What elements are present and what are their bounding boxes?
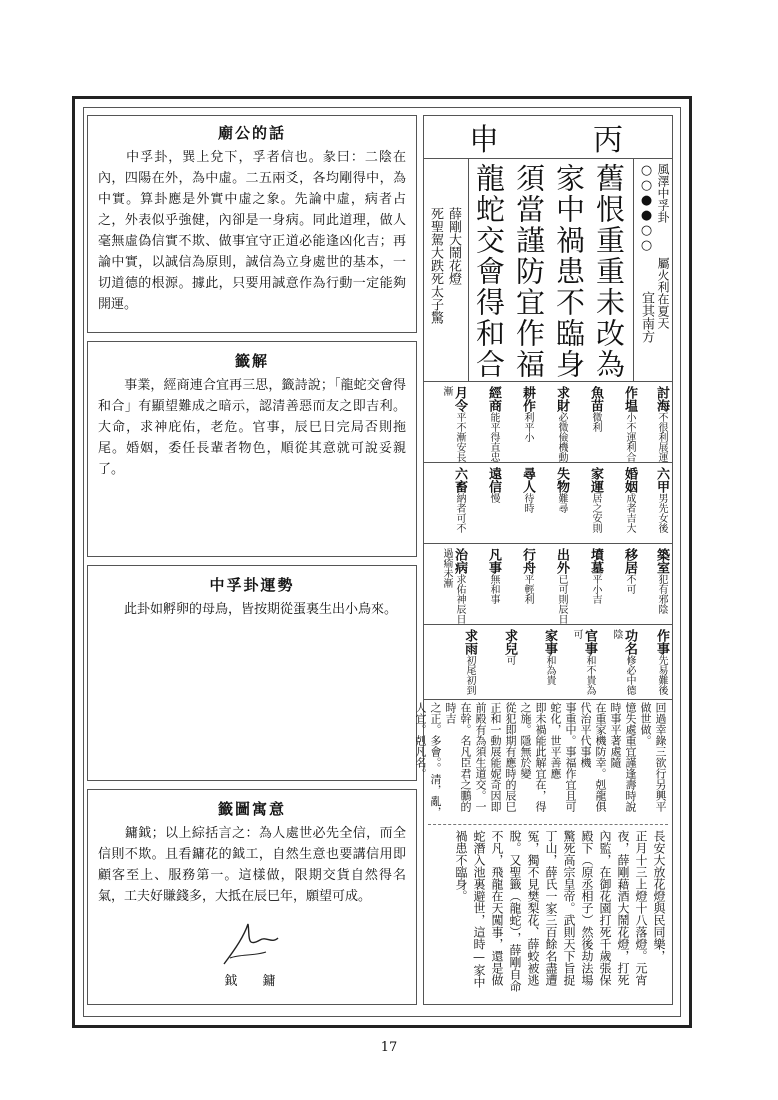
story-line: 長安大放花燈與民同樂， [652,830,666,962]
section-temple-words [87,115,417,333]
poem-line: 家中禍患不臨身 [552,163,586,380]
cell [654,629,668,695]
left-column [87,115,417,1005]
cell-key: 築室 [654,548,669,574]
story-line: 正月十三上燈十八落燈。元宵 [634,830,648,986]
story-line: 冤，獨不見樊梨花、薛蛟被逃 [526,830,540,986]
cell-key: 耕作 [520,386,535,412]
cell-value: 不可 [624,574,635,594]
cell [554,467,568,513]
divider [428,824,668,825]
story-line: 之正。多會。。清，亂，人宜。剋凡名。 [414,702,442,818]
cell [452,467,466,533]
story-line: 憶失處重宜謹逢壽時說時事平著處隨 [609,702,637,812]
cell-key: 尋人 [520,467,535,493]
story-line: 禍患不臨身。 [454,830,468,902]
cell-value: 必微儉機動 [556,412,567,462]
cell-value: 待時 [522,493,533,513]
poem-line: 龍蛇交會得和合 [472,163,506,380]
poem-line: 舊恨重重未改為 [592,163,626,380]
cell [588,467,602,533]
cell [654,386,668,462]
page-number: 17 [380,1040,398,1055]
divider [633,159,634,381]
section-title: 籤圖寓意 [217,800,286,818]
cell [502,629,516,665]
cell-value: 初尾初到 [464,655,475,695]
cell-value: 平不漸安長漸 [441,386,465,462]
story-lower [452,830,668,1008]
section-fortune [87,565,417,781]
cell-value: 無和事 [488,574,499,604]
cell-value: 平輕利 [522,574,533,604]
cell-key: 家運 [588,467,603,493]
cell [588,548,602,604]
grid-row-1 [424,382,672,463]
title-a: 申 [469,123,503,158]
cell-key: 討海 [654,386,669,412]
story-line: 從犯即期有應時的辰巳正和一動展能妮奇因即 [489,702,517,812]
story-line: 前殿有為須生道交。一在幹。名凡臣君之鵬的時吉 [444,702,487,812]
cell-key: 月令 [452,386,467,412]
section-text: 此卦如孵卵的母鳥，皆按期從蛋裏生出小鳥來。 [98,602,398,617]
cell-value: 居之安則 [590,493,601,533]
cell [486,467,500,503]
hexagram-lines: ○○●●○○ [639,163,654,253]
cell [486,386,500,462]
cell-key: 家事 [542,629,557,655]
cell-value: 犯有邪陰 [656,574,667,614]
story-upper [413,702,668,820]
cell [462,629,476,695]
section-text: 鏞鉞；以上綜括言之：為人處世必先全信，而全信則不欺。且看鏞花的鉞工，自然生意也要講信用即顧客至上、服務第一。這樣做，限期交貨自然得名氣，工夫好賺錢多，大抵在辰巳年，願望可成。 [98,826,406,904]
page-frame [72,96,692,1028]
cell-value: 小不運利合 [624,412,635,462]
section-text: 中孚卦，巽上兌下，孚者信也。彖曰：二陰在內，四陽在外，為中虛。二五兩爻，各均剛得中，為中實。算卦應是外實中虛之象。先論中虛，病者占之，外表似乎強健，內卻是一身病。同此道理，做人毫無虛偽信實不欺、做事宜守正道必能逢凶化吉；再論中實，以誠信為原則，誠信為立身處世的基本，一切道德的根源。據此，只要用誠意作為行動一定能夠開運。 [98,150,406,312]
cell-value: 和為貴 [544,655,555,685]
cell-value: 先易難後 [656,655,667,695]
cell [440,386,466,462]
picture-caption: 鉞 鏞 [224,974,282,989]
cell-key: 凡事 [486,548,501,574]
notes-column [656,163,670,383]
story-line: 脫。又聖籤（龍蛇），薛剛自命 [508,830,522,992]
cell-key: 功名 [622,629,637,655]
cell-value: 男先女後 [656,493,667,533]
cell-value: 納者可不 [454,493,465,533]
grid-row-2 [424,463,672,544]
cell-value: 已可則辰日 [556,574,567,624]
title-b: 丙 [593,123,627,158]
cell-key: 墳墓 [588,548,603,574]
cell-value: 和不貴為可 [571,629,595,695]
cell [440,548,466,624]
poem-line: 須當謹防宜作福 [512,163,546,380]
story-line: 蛇潛入池裏避世，這時—家中 [472,830,486,988]
section-text: 事業，經商連合宜再三思，籤詩說；「龍蛇交會得和合」有顯望難成之暗示，認清善惡而友之即吉利。大命，求神庇佑，老危。官事，辰巳日完局否則拖尾。婚姻，委任長輩者物色，順從其意就可說妥親了。 [98,378,406,477]
cell-value: 成者吉大 [624,493,635,533]
cell-value: 能平得直忠 [488,412,499,462]
cell-key: 六畜 [452,467,467,493]
story-line: 內監，在御花園打死千歲張保 [598,830,612,986]
section-title: 廟公的話 [217,124,286,142]
story-line: 不凡，飛龍在天闖事，還是做 [490,830,504,986]
story-ref: 死聖駕大跌死太子驚 [428,207,443,324]
story-line: 回過幸錄三欲行另興平做世做。 [639,702,667,812]
divider [468,159,469,381]
cell-value: 不很利展運 [656,412,667,462]
cell [520,467,534,513]
cell-key: 魚苗 [588,386,603,412]
grid-row-4 [424,625,672,700]
story-ref: 薛剛大鬧花燈 [446,207,461,285]
cell [542,629,556,685]
cell [654,467,668,533]
cell-value: 利平小 [522,412,533,442]
cell-key: 治病 [452,548,467,574]
cell [554,386,568,462]
story-line: 即未禍能此解宜在，得之施。隱無於變 [519,702,547,812]
section-title: 籤解 [234,352,269,370]
section-title: 中孚卦運勢 [209,576,295,594]
section-interpretation [87,341,417,557]
story-line: 事重中。事福作宜且可蛇化，世平善應 [549,702,577,812]
cell [520,548,534,604]
cell [554,548,568,624]
cell-key: 求兒 [502,629,517,655]
cell-key: 作事 [654,629,669,655]
cell [486,548,500,604]
cell [654,548,668,614]
cell-key: 六甲 [654,467,669,493]
cell-value: 微利 [590,412,601,432]
cell-key: 出外 [554,548,569,574]
story-line: 驚死高宗皇帝。武則天下旨捉 [562,830,576,986]
cell [520,386,534,442]
cell-key: 失物 [554,467,569,493]
lines-column [639,163,654,383]
cell [610,629,636,699]
story-line: 在重家機防幸。剋龍俱代治平代事機 [579,702,607,812]
section-picture-meaning [87,789,417,1005]
cell-key: 求財 [554,386,569,412]
cell-key: 經商 [486,386,501,412]
cell [622,386,636,462]
cell-value: 可 [504,655,515,665]
title-bar [424,116,672,159]
grid-row-3 [424,544,672,625]
cell-value: 求佑神辰日過瘉未漸 [441,548,465,624]
cell-value: 平小吉 [590,574,601,604]
cell-key: 官事 [582,629,597,655]
cell-key: 遠信 [486,467,501,493]
hexagram-name: 風澤中孚卦 [656,163,670,223]
poem-block [424,159,672,382]
story-line: 丁山，薛氏一家三百餘名盡遭 [544,830,558,986]
cell-key: 求雨 [462,629,477,655]
story-block [414,700,672,1012]
note: 宜其南方 [639,291,654,343]
cell-value: 慢 [488,493,499,503]
cell-key: 作塭 [622,386,637,412]
cell [622,467,636,533]
cell [588,386,602,432]
cell-value: 難尋 [556,493,567,513]
brush-sketch-icon [216,918,286,968]
story-line: 夜，薛剛藉酒大鬧花燈，打死 [616,830,630,986]
cell-key: 行舟 [520,548,535,574]
cell-key: 婚姻 [622,467,637,493]
story-line: 殿下（原丞相子）然後劫法場 [580,830,594,986]
note: 屬火利在夏天 [656,257,670,329]
cell [622,548,636,594]
right-column [414,115,673,1005]
cell-value: 修必中德陰 [611,629,635,695]
cell [570,629,596,699]
cell-key: 移居 [622,548,637,574]
